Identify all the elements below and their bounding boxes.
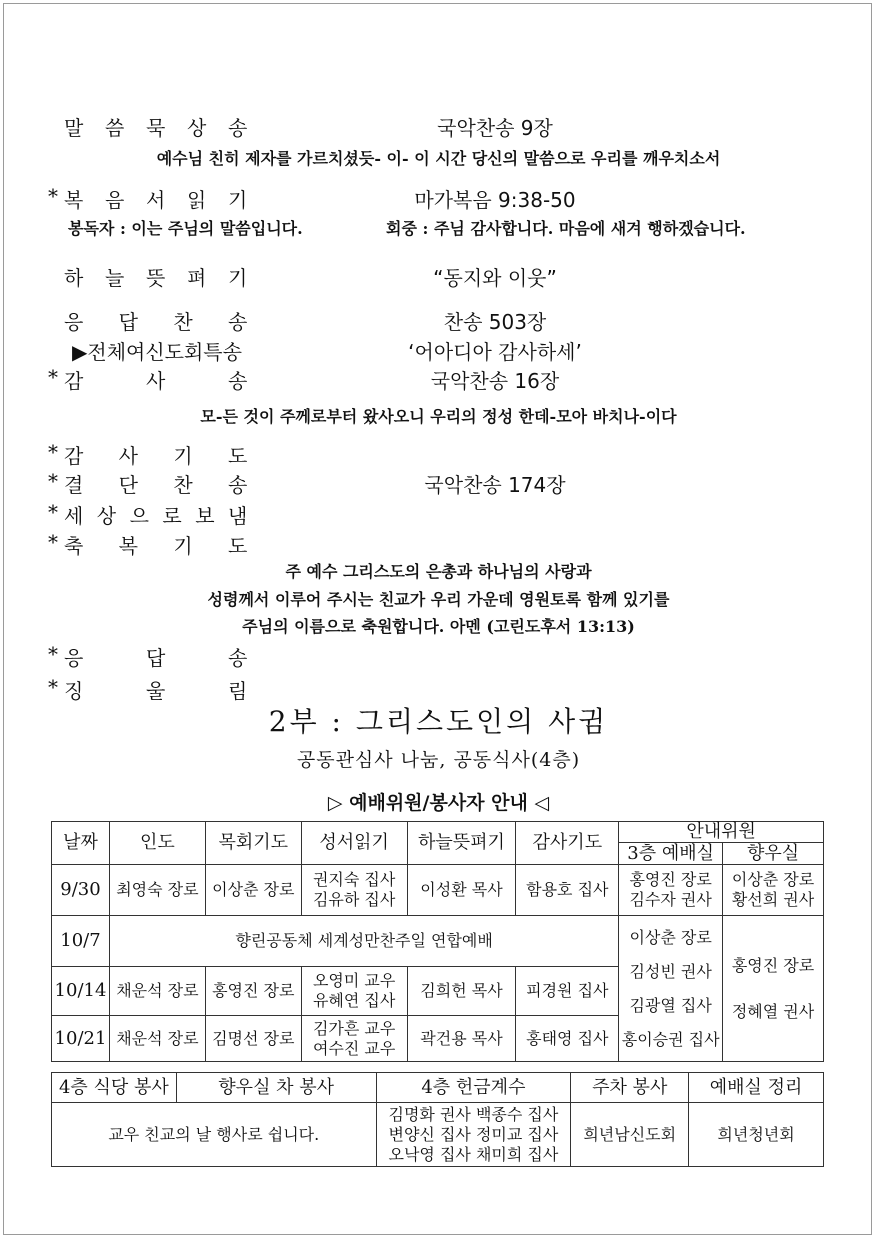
- header-guide-3f: 3층 예배실: [619, 843, 723, 865]
- row-date: 9/30: [52, 865, 110, 916]
- row-sermon: 이성환 목사: [407, 865, 516, 916]
- order-label-char: 말: [64, 116, 84, 140]
- reading-name: 유혜연 집사: [312, 991, 396, 1010]
- order-label-char: 뜻: [146, 266, 166, 290]
- counter-line: 오낙영 집사 채미희 집사: [388, 1144, 559, 1164]
- row-thanks: 홍태영 집사: [516, 1016, 619, 1062]
- standing-mark: *: [48, 500, 58, 524]
- counter-line: 변양신 집사 정미교 집사: [388, 1124, 559, 1144]
- header-thanks: 감사기도: [516, 822, 619, 865]
- header-prayer: 목회기도: [205, 822, 301, 865]
- order-item: [0, 184, 877, 214]
- reading-name: 김가흔 교우: [312, 1018, 396, 1038]
- row-reading: [301, 967, 407, 1016]
- guide-name: 홍영진 장로: [731, 955, 815, 975]
- order-label-char: 읽: [187, 188, 207, 212]
- table-row: [52, 865, 824, 916]
- order-label-char: 감: [64, 369, 84, 393]
- order-label-char: ▶전체여신도회특송: [72, 340, 242, 364]
- guide-name: 황선희 권사: [731, 890, 815, 909]
- order-label-char: 림: [228, 679, 248, 703]
- row-prayer: 홍영진 장로: [205, 967, 301, 1016]
- header-guide: 안내위원: [619, 822, 824, 843]
- order-item: [0, 262, 877, 292]
- order-label-char: 복: [118, 534, 138, 558]
- row-lead: 채운석 장로: [109, 967, 205, 1016]
- order-label-char: 기: [173, 534, 193, 558]
- guide-name: 김수자 권사: [629, 890, 712, 909]
- order-label-char: 찬: [173, 310, 193, 334]
- standing-mark: *: [48, 675, 58, 699]
- cleanup-group: 희년청년회: [689, 1103, 824, 1167]
- order-label-char: 보: [195, 504, 215, 528]
- header-parking: 주차 봉사: [571, 1073, 689, 1103]
- standing-mark: *: [48, 440, 58, 464]
- guide-name: 김성빈 권사: [629, 961, 712, 981]
- standing-mark: *: [48, 365, 58, 389]
- order-item: [0, 336, 877, 366]
- blessing-line-2: 성령께서 이루어 주시는 친교가 우리 가운데 영원토록 함께 있기를: [207, 590, 670, 609]
- row-lead: 최영숙 장로: [109, 865, 205, 916]
- reading-name: 권지숙 집사: [312, 870, 396, 889]
- order-label-char: 기: [228, 266, 248, 290]
- order-label-char: 도: [228, 534, 248, 558]
- guide-name: 이상춘 장로: [629, 927, 712, 947]
- joint-service: 향린공동체 세계성만찬주일 연합예배: [109, 916, 618, 967]
- order-label-char: 찬: [173, 473, 193, 497]
- row-reading: [301, 1016, 407, 1062]
- order-label-char: 송: [228, 646, 248, 670]
- order-label-char: 도: [228, 444, 248, 468]
- standing-mark: *: [48, 642, 58, 666]
- order-label-char: 답: [146, 646, 166, 670]
- row-guide-3f: [619, 865, 723, 916]
- guide-name: 홍이승권 집사: [621, 1029, 720, 1049]
- row-thanks: 피경원 집사: [516, 967, 619, 1016]
- row-reading: [301, 865, 407, 916]
- order-label-char: 로: [162, 504, 182, 528]
- header-guide-hyangwoo: 향우실: [723, 843, 824, 865]
- order-label-char: 감: [64, 444, 84, 468]
- guide-name: 홍영진 장로: [629, 870, 712, 889]
- order-label-char: 결: [64, 473, 84, 497]
- header-reading: 성서읽기: [301, 822, 407, 865]
- order-label-char: 음: [105, 188, 125, 212]
- guide-hyangwoo-merged: [723, 916, 824, 1062]
- guide-name: 김광열 집사: [629, 995, 712, 1015]
- order-label-char: 답: [118, 310, 138, 334]
- order-label-char: 단: [118, 473, 138, 497]
- row-date: 10/14: [52, 967, 110, 1016]
- header-tea: 향우실 차 봉사: [176, 1073, 376, 1103]
- order-item: [0, 112, 877, 142]
- order-value: “동지와 이웃”: [433, 266, 557, 290]
- row-sermon: 김희헌 목사: [407, 967, 516, 1016]
- row-prayer: 이상춘 장로: [205, 865, 301, 916]
- order-label-char: 응: [64, 646, 84, 670]
- order-label-char: 응: [64, 310, 84, 334]
- table-row: [52, 916, 824, 967]
- order-item: [0, 365, 877, 395]
- order-item: [0, 440, 877, 470]
- guide-3f-merged: [619, 916, 723, 1062]
- order-label-char: 울: [146, 679, 166, 703]
- order-label-char: 송: [228, 369, 248, 393]
- order-value: 국악찬송 174장: [424, 473, 566, 497]
- service-table: [51, 1072, 824, 1167]
- row-thanks: 함용호 집사: [516, 865, 619, 916]
- parking-group: 희년남신도회: [571, 1103, 689, 1167]
- order-value: 국악찬송 9장: [437, 116, 553, 140]
- standing-mark: *: [48, 469, 58, 493]
- standing-mark: *: [48, 530, 58, 554]
- order-label-char: 사: [146, 369, 166, 393]
- row-guide-hyangwoo: [723, 865, 824, 916]
- blessing-line-1: 주 예수 그리스도의 은총과 하나님의 사랑과: [285, 562, 592, 581]
- order-label-char: 서: [146, 188, 166, 212]
- order-item: [0, 530, 877, 560]
- reading-name: 김유하 집사: [312, 890, 396, 909]
- order-label-char: 기: [228, 188, 248, 212]
- header-cleanup: 예배실 정리: [689, 1073, 824, 1103]
- order-label-char: 세: [64, 504, 84, 528]
- guide-name: 이상춘 장로: [731, 870, 815, 889]
- header-dining: 4층 식당 봉사: [52, 1073, 177, 1103]
- order-item: [0, 500, 877, 530]
- order-label-char: 묵: [146, 116, 166, 140]
- row-date: 10/7: [52, 916, 110, 967]
- blessing-line-3: 주님의 이름으로 축원합니다. 아멘 (고린도후서 13:13): [242, 617, 635, 636]
- header-lead: 인도: [109, 822, 205, 865]
- order-label-char: 늘: [105, 266, 125, 290]
- order-label-char: 축: [64, 534, 84, 558]
- service-notice: 교우 친교의 날 행사로 쉽니다.: [52, 1103, 377, 1167]
- reading-reader-line: 봉독자 : 이는 주님의 말씀입니다.: [68, 219, 303, 238]
- part2-subtitle: 공동관심사 나눔, 공동식사(4층): [296, 749, 581, 771]
- reading-name: 오영미 교우: [312, 971, 396, 990]
- row-date: 10/21: [52, 1016, 110, 1062]
- part2-title: 2부 : 그리스도인의 사귐: [268, 705, 609, 738]
- header-date: 날짜: [52, 822, 110, 865]
- order-label-char: 펴: [187, 266, 207, 290]
- guide-name: 정혜열 권사: [731, 1001, 815, 1021]
- row-prayer: 김명선 장로: [205, 1016, 301, 1062]
- order-value: 찬송 503장: [443, 310, 547, 334]
- row-sermon: 곽건용 목사: [407, 1016, 516, 1062]
- counter-line: 김명화 권사 백종수 집사: [388, 1104, 559, 1124]
- order-label-char: 상: [187, 116, 207, 140]
- order-item: [0, 306, 877, 336]
- header-offering: 4층 헌금계수: [376, 1073, 571, 1103]
- order-label-char: 사: [118, 444, 138, 468]
- order-label-char: 냄: [228, 504, 248, 528]
- order-label-char: 씀: [105, 116, 125, 140]
- order-label-char: 복: [64, 188, 84, 212]
- reading-congregation-line: 회중 : 주님 감사합니다. 마음에 새겨 행하겠습니다.: [386, 219, 746, 238]
- section-title: ▷ 예배위원/봉사자 안내 ◁: [327, 792, 550, 814]
- volunteer-table: [51, 821, 824, 1062]
- order-item: [0, 642, 877, 672]
- standing-mark: *: [48, 184, 58, 208]
- order-label-char: 송: [228, 473, 248, 497]
- order-label-char: 으: [129, 504, 149, 528]
- thanks-lyric-line: 모-든 것이 주께로부터 왔사오니 우리의 정성 한데-모아 바치나-이다: [200, 407, 677, 426]
- order-label-char: 징: [64, 679, 84, 703]
- header-sermon: 하늘뜻펴기: [407, 822, 516, 865]
- order-value: ‘어아디아 감사하세’: [408, 340, 582, 364]
- order-label-char: 송: [228, 310, 248, 334]
- order-item: [0, 469, 877, 499]
- order-value: 국악찬송 16장: [430, 369, 560, 393]
- order-value: 마가복음 9:38-50: [414, 188, 576, 212]
- offering-counters: [376, 1103, 571, 1167]
- order-label-char: 송: [228, 116, 248, 140]
- row-lead: 채운석 장로: [109, 1016, 205, 1062]
- reading-name: 여수진 교우: [312, 1038, 396, 1058]
- order-label-char: 기: [173, 444, 193, 468]
- order-label-char: 하: [64, 266, 84, 290]
- order-label-char: 상: [96, 504, 117, 528]
- hymn-lyric-line: 예수님 친히 제자를 가르치셨듯- 이- 이 시간 당신의 말씀으로 우리를 깨우치소서: [156, 149, 721, 168]
